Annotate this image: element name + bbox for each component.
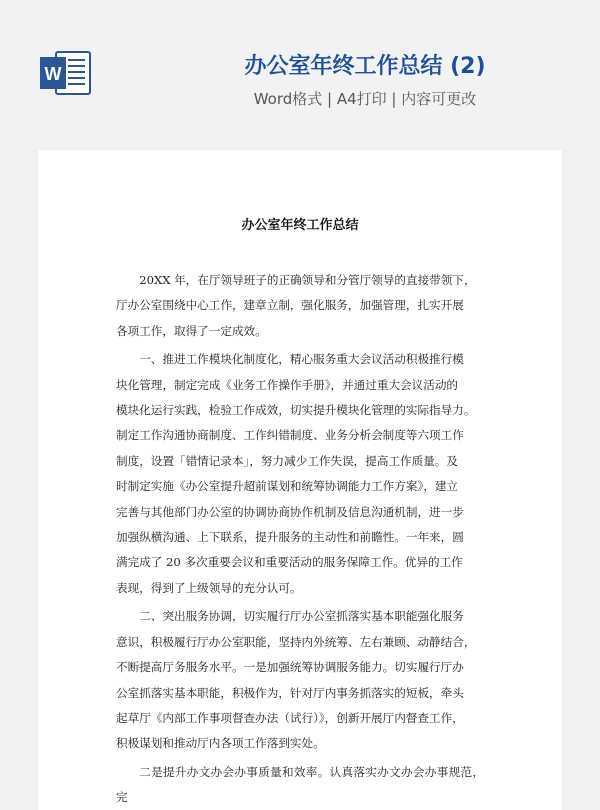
paragraph-2: 一、推进工作模块化制度化，精心服务重大会议活动积极推行模 块化管理，制定完成《业务工作操作手册》，并通过重大会议活动的 模块化运行实践，检验工作成效，切实提升模块化管理的实际指导力。 制定工作沟通协商制度、工作纠错制度、业务分析会制度等六项工作 制度，设置「错情记录本」，努力减少工作失误，提高工作质量。及 时制定实施《办公室提升超前谋划和统筹协调能力工作方案》，建立 完善与其他部门办公室的协调协商协作机制及信息沟通机制，进一步 加强纵横沟通、上下联系，提升服务的主动性和前瞻性。一年来，圆 满完成了 20 多次重要会议和重要活动的服务保障工作。优异的工作 表现，得到了上级领导的充分认可。 bbox=[116, 352, 476, 595]
page-title: 办公室年终工作总结 (2) bbox=[244, 54, 486, 79]
word-icon-letter: W bbox=[44, 64, 62, 84]
header bbox=[0, 0, 600, 150]
word-icon bbox=[38, 48, 94, 98]
paragraph-4: 二是提升办文办会办事质量和效率。认真落实办文办会办事规范，完 bbox=[116, 764, 484, 805]
document-page bbox=[38, 150, 562, 810]
paragraph-1: 20XX 年，在厅领导班子的正确领导和分管厅领导的直接带领下， 厅办公室围绕中心工作，建章立制，强化服务，加强管理，扎实开展 各项工作，取得了一定成效。 bbox=[116, 273, 476, 338]
paragraph-3: 二、突出服务协调，切实履行厅办公室抓落实基本职能强化服务 意识，积极履行厅办公室职能，坚持内外统筹、左右兼顾、动静结合， 不断提高厅务服务水平。一是加强统筹协调服务能力。切实履行厅办 公室抓落实基本职能，积极作为，针对厅内事务抓落实的短板，牵头 起草厅《内部工作事项督查办法（试行）》，创新开展厅内督查工作， 积极谋划和推动厅内各项工作落到实处。 bbox=[116, 609, 476, 751]
page-subtitle: Word格式 | A4打印 | 内容可更改 bbox=[253, 90, 477, 108]
document-body bbox=[116, 268, 484, 810]
document-title: 办公室年终工作总结 bbox=[241, 218, 359, 233]
